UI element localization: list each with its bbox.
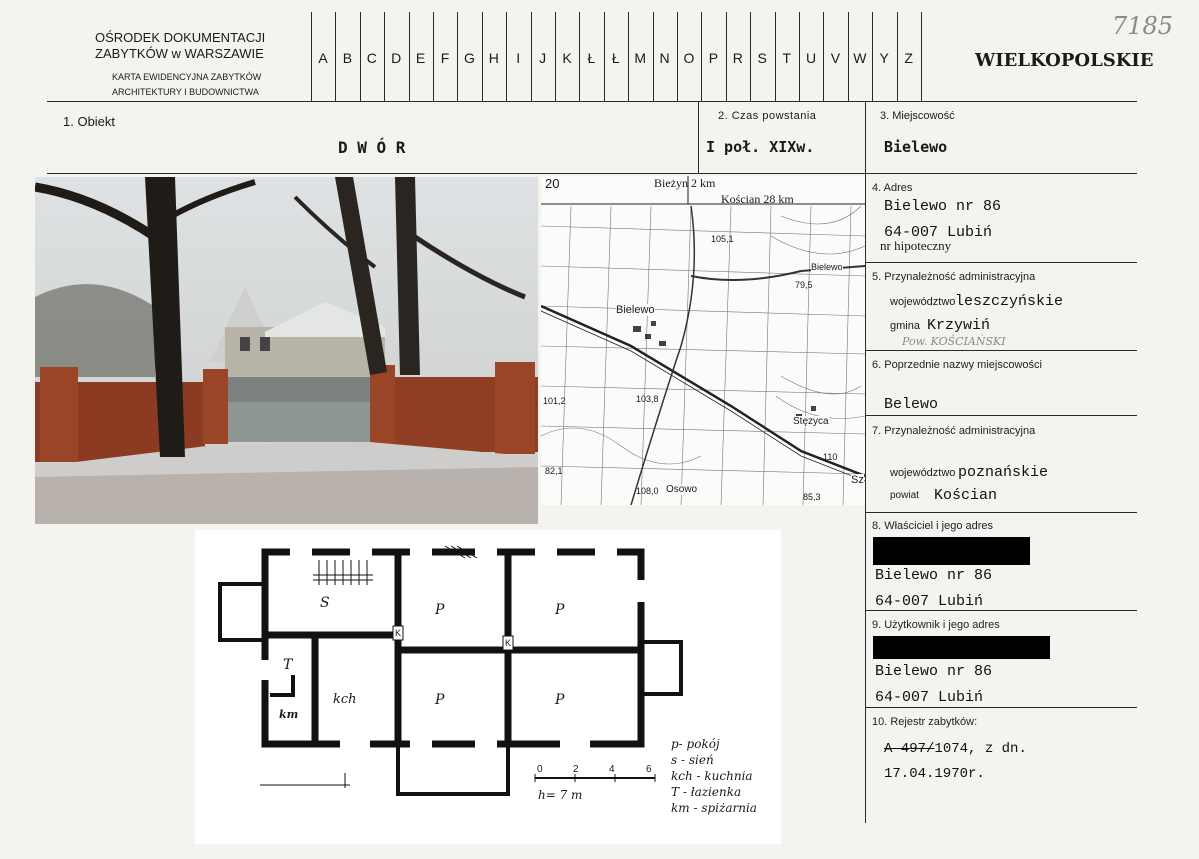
- alphabet-letter: E: [415, 50, 426, 66]
- map-height-7: 85,3: [803, 492, 821, 502]
- alphabet-letter: D: [391, 50, 402, 66]
- card-number: 7185: [1112, 12, 1174, 40]
- map-height-3: 103,8: [636, 394, 659, 404]
- legend-s: s - sień: [671, 753, 714, 767]
- photo-drawing: [35, 177, 538, 524]
- alphabet-letter: A: [318, 50, 328, 66]
- map-label-stezyca: Stęzyca: [793, 416, 829, 427]
- legend-km: km - spiżarnia: [671, 801, 757, 815]
- field-miejscowosc-label: 3. Miejscowość: [880, 110, 955, 122]
- region-title: WIELKOPOLSKIE: [975, 50, 1154, 71]
- field-przyn-hist-label: 7. Przynależność administracyjna: [872, 425, 1036, 437]
- room-p4: P: [555, 692, 565, 708]
- field-rejestr-struck: A 497/: [884, 741, 935, 757]
- field-uzytkownik-line1: Bielewo nr 86: [875, 663, 993, 680]
- field-przyn-hist-powiat: Kościan: [934, 487, 998, 504]
- row-divider-6: [865, 415, 1137, 416]
- alphabet-letter: K: [562, 50, 572, 66]
- alphabet-letter: V: [830, 50, 841, 66]
- alphabet-letter: P: [708, 50, 719, 66]
- field-rejestr-date: 17.04.1970r.: [884, 766, 985, 782]
- alphabet-letter: Z: [904, 50, 913, 66]
- field-adres-label: 4. Adres: [872, 182, 913, 194]
- alphabet-letter: C: [366, 50, 377, 66]
- alphabet-letter: Ł: [587, 50, 596, 66]
- org-name: [95, 30, 275, 62]
- alphabet-letter: F: [440, 50, 450, 66]
- alphabet-letter: S: [757, 50, 767, 66]
- field-adres-line1: Bielewo nr 86: [884, 198, 1002, 215]
- field-rejestr-label: 10. Rejestr zabytków:: [872, 716, 978, 728]
- field-czas-value: I poł. XIXw.: [706, 138, 815, 156]
- redaction-user: [873, 636, 1050, 659]
- col-divider-b: [865, 101, 866, 823]
- field-rejestr-suffix: , z dn.: [968, 741, 1027, 757]
- field-uzytkownik-label: 9. Użytkownik i jego adres: [872, 619, 1000, 631]
- alphabet-letter: Ł: [611, 50, 620, 66]
- row-divider-4: [865, 262, 1137, 263]
- room-kch: kch: [333, 692, 357, 707]
- field-przyn-hist-woj-label: województwo: [890, 467, 956, 479]
- room-k2: K: [505, 638, 512, 648]
- photo-manor: [35, 177, 538, 524]
- alphabet-letter: T: [782, 50, 791, 66]
- map-label-sz: Sz: [851, 474, 864, 486]
- org-line-1: OŚRODEK DOKUMENTACJI: [95, 30, 266, 45]
- map-biezyn: Bieżyn 2 km: [654, 176, 716, 190]
- field-wlasciciel-line1: Bielewo nr 86: [875, 567, 993, 584]
- legend-kch: kch - kuchnia: [671, 769, 753, 783]
- map-label-bielewo-ne: Bielewo: [811, 262, 843, 272]
- height-note: h= 7 m: [538, 788, 583, 802]
- field-uzytkownik-line2: 64-007 Lubiń: [875, 689, 984, 706]
- field-obiekt-label: 1. Obiekt: [63, 114, 116, 129]
- alphabet-letter: N: [659, 50, 670, 66]
- alphabet-letter: W: [853, 50, 867, 66]
- field-czas-label: 2. Czas powstania: [718, 110, 817, 122]
- field-woj-label: województwo: [890, 296, 956, 308]
- map-height-6: 108,0: [636, 486, 659, 496]
- map-koscian: Kościan 28 km: [721, 192, 794, 206]
- map-height-4: 101,2: [543, 396, 566, 406]
- map-label-osowo: Osowo: [666, 484, 698, 495]
- map-height-8: 110: [823, 452, 838, 462]
- alphabet-divider: [921, 12, 922, 102]
- field-rejestr-value: 1074: [934, 741, 969, 757]
- card-line-2: ARCHITEKTURY I BUDOWNICTWA: [112, 87, 259, 97]
- room-k1: K: [395, 628, 402, 638]
- alphabet-letter: M: [634, 50, 647, 66]
- redaction-owner: [873, 537, 1030, 565]
- row-divider-8: [865, 610, 1137, 611]
- map-height-5: 82,1: [545, 466, 563, 476]
- scale-0: 0: [537, 764, 543, 775]
- map-fragment: [541, 176, 865, 505]
- field-woj-value: leszczyńskie: [955, 293, 1064, 310]
- field-adres-note: nr hipoteczny: [880, 238, 952, 253]
- plan-legend: [671, 736, 757, 816]
- scale-6: 6: [646, 764, 652, 775]
- room-s: S: [320, 595, 330, 611]
- field-wlasciciel-line2: 64-007 Lubiń: [875, 593, 984, 610]
- field-miejscowosc-value: Bielewo: [884, 138, 948, 156]
- row-divider-5: [865, 350, 1137, 351]
- map-height-2: 79,5: [795, 280, 813, 290]
- room-t: T: [283, 657, 293, 673]
- room-km: km: [279, 708, 299, 721]
- alphabet-letter: O: [683, 50, 695, 66]
- map-height-1: 105,1: [711, 234, 734, 244]
- room-p2: P: [555, 602, 565, 618]
- row-divider-9: [865, 707, 1137, 708]
- scale-4: 4: [609, 764, 615, 775]
- alphabet-letter: I: [516, 50, 521, 66]
- alphabet-letter: H: [488, 50, 499, 66]
- map-corner: 20: [545, 176, 560, 191]
- field-wlasciciel-label: 8. Właściciel i jego adres: [872, 520, 994, 532]
- field-przyn-hist-woj: poznańskie: [958, 464, 1049, 481]
- alphabet-letter: J: [539, 50, 547, 66]
- field-gmina-label: gmina: [890, 320, 920, 332]
- map-drawing: [541, 176, 865, 505]
- alphabet-letter: Y: [879, 50, 889, 66]
- alphabet-letter: U: [805, 50, 817, 66]
- map-label-bielewo: Bielewo: [616, 304, 655, 316]
- row-divider-7: [865, 512, 1137, 513]
- col-divider-a: [698, 101, 699, 174]
- floor-plan: [195, 530, 781, 844]
- room-p1: P: [435, 602, 445, 618]
- legend-t: T - łazienka: [671, 785, 742, 799]
- field-poprzednie-value: Belewo: [884, 396, 939, 413]
- alphabet-letter: G: [463, 50, 475, 66]
- row1-divider: [47, 173, 1137, 174]
- alphabet-letter: R: [732, 50, 743, 66]
- field-poprzednie-label: 6. Poprzednie nazwy miejscowości: [872, 359, 1042, 371]
- field-powiat-handwritten: Pow. KOŚCIAŃSKI: [902, 335, 1006, 348]
- field-gmina-value: Krzywiń: [927, 317, 991, 334]
- card-line-1: KARTA EWIDENCYJNA ZABYTKÓW: [112, 72, 262, 82]
- room-p3: P: [435, 692, 445, 708]
- org-line-2: ZABYTKÓW w WARSZAWIE: [95, 46, 264, 61]
- field-rejestr-row: [884, 741, 1027, 757]
- header-divider: [47, 101, 1137, 102]
- card-type: [112, 70, 261, 100]
- field-obiekt-value: D W Ó R: [338, 138, 406, 157]
- field-przyn-hist-powiat-label: powiat: [890, 490, 919, 501]
- alphabet-letter: B: [342, 50, 353, 66]
- field-przynaleznosc-label: 5. Przynależność administracyjna: [872, 271, 1036, 283]
- scale-2: 2: [573, 764, 579, 775]
- field-adres-line2: 64-007 Lubiń: [884, 224, 993, 241]
- legend-p: p- pokój: [671, 737, 720, 751]
